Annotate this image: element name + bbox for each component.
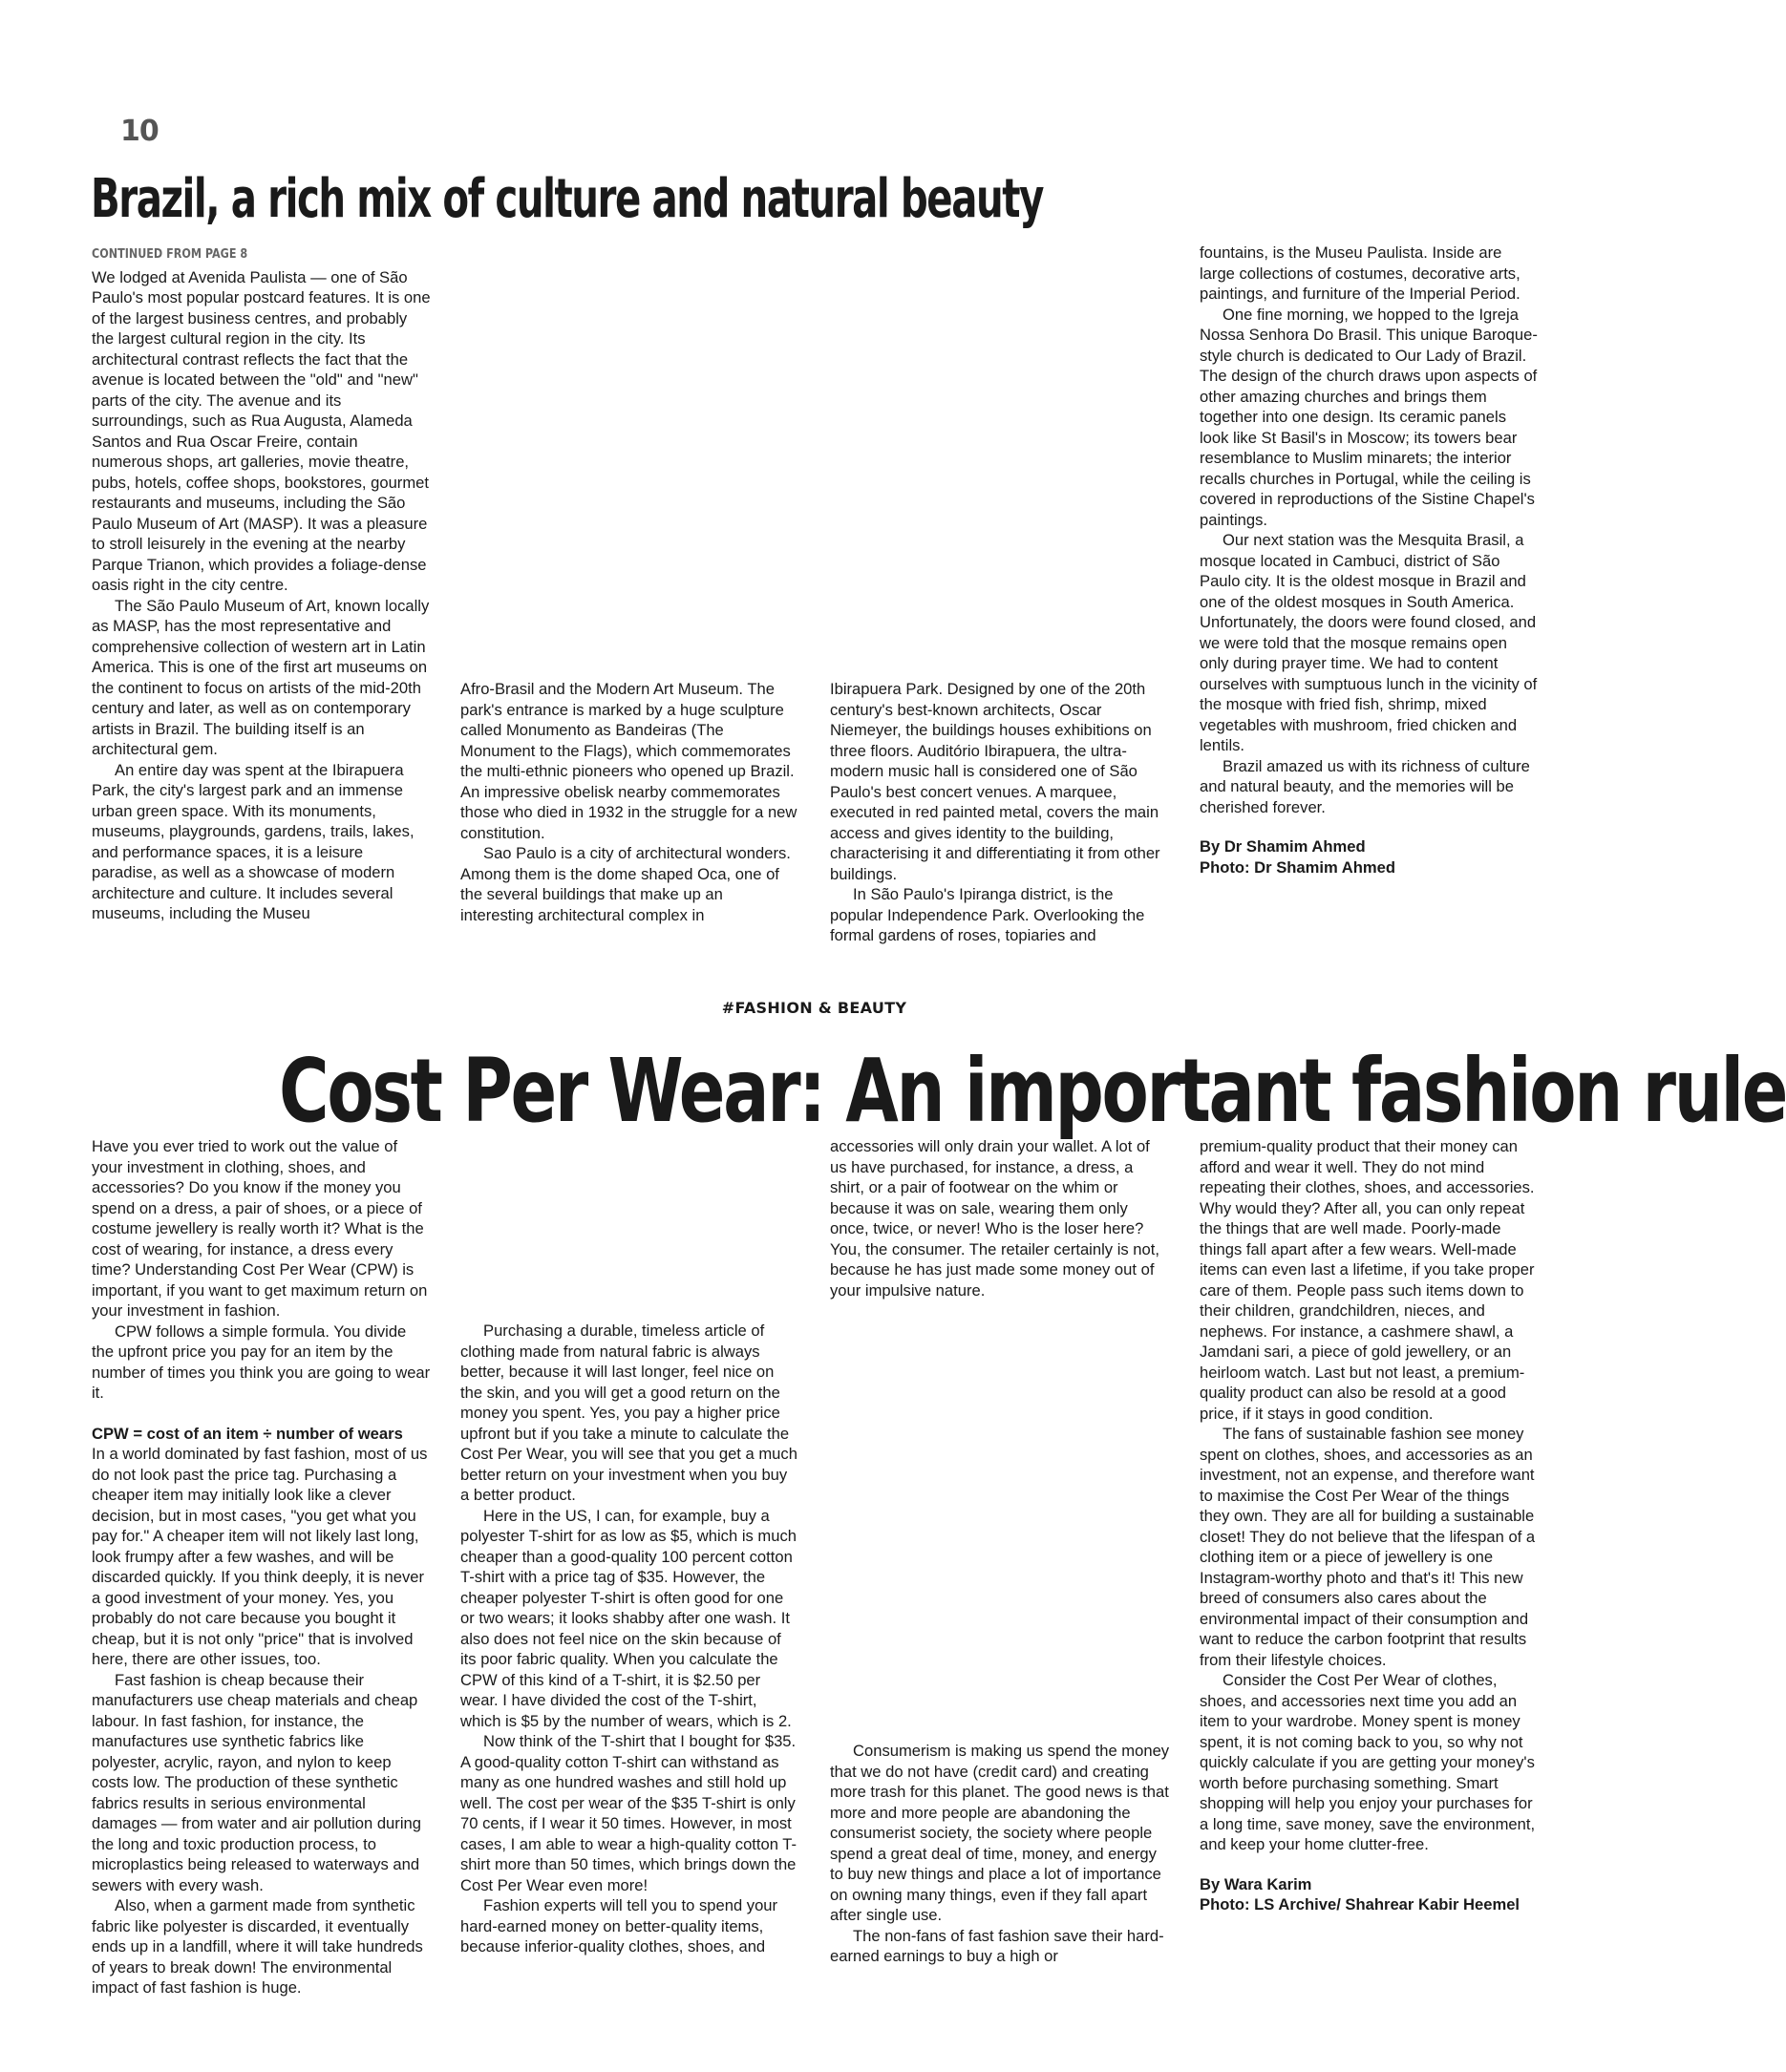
byline: By Dr Shamim Ahmed: [1200, 837, 1366, 856]
paragraph: In São Paulo's Ipiranga district, is the popular Independence Park. Overlooking the formal gardens of roses, topiaries and: [830, 885, 1145, 944]
paragraph: Have you ever tried to work out the value of your investment in clothing, shoes, and accessories? Do you know if the money you spend on a dress, a pair of shoes, or a piece of costume jewellery is really worth it? What is the cost of wearing, for instance, a dress every time? Understanding Cost Per Wear (CPW) is important, if you want to get maximum return on your investment in fashion.: [92, 1137, 428, 1320]
paragraph: The non-fans of fast fashion save their hard-earned earnings to buy a high or: [830, 1926, 1164, 1965]
formula-heading: CPW = cost of an item ÷ number of wears: [92, 1424, 403, 1443]
section-tag: #FASHION & BEAUTY: [721, 999, 907, 1017]
fashion-column-2: [460, 1321, 800, 1957]
paragraph: Afro-Brasil and the Modern Art Museum. The park's entrance is marked by a huge sculpture called Monumento as Bandeiras (The Monument to the Flags), which commemorates the multi-ethnic pioneers who opened up Brazil. An impressive obelisk nearby commemorates those who died in 1932 in the struggle for a new constitution.: [460, 680, 797, 842]
paragraph: Sao Paulo is a city of architectural wonders. Among them is the dome shaped Oca, one of the several buildings that make up an interesting architectural complex in: [460, 844, 791, 924]
paragraph: premium-quality product that their money can afford and wear it well. They do not mind repeating their clothes, shoes, and accessories. Why would they? After all, you can only repeat the things that are well made. Poorly-made things fall apart after a few wears. Well-made items can even last a lifetime, if you take proper care of them. People pass such items down to their children, grandchildren, nieces, and nephews. For instance, a cashmere shawl, a Jamdani sari, a piece of gold jewellery, or an heirloom watch. Last but not least, a premium-quality product can also be resold at a good price, if it stays in good condition.: [1200, 1137, 1535, 1423]
photo-credit: Photo: Dr Shamim Ahmed: [1200, 857, 1395, 877]
article-title-cost-per-wear: Cost Per Wear: An important fashion rule: [279, 1040, 1786, 1142]
paragraph: Our next station was the Mesquita Brasil, a mosque located in Cambuci, district of São Paulo city. It is the oldest mosque in Brazil and one of the oldest mosques in South America. Unfortunately, the doors were found closed, and we were told that the mosque remains open only during prayer time. We had to content ourselves with sumptuous lunch in the vicinity of the mosque with fried fish, shrimp, mixed vegetables with mushroom, fried chicken and lentils.: [1200, 531, 1538, 754]
byline: By Wara Karim: [1200, 1874, 1312, 1893]
brazil-column-1: [92, 244, 432, 924]
paragraph: One fine morning, we hopped to the Igreja Nossa Senhora Do Brasil. This unique Baroque-style church is dedicated to Our Lady of Brazil. The design of the church draws upon aspects of other amazing churches and brings them together into one design. Its ceramic panels look like St Basil's in Moscow; its towers bear resemblance to Muslim minarets; the interior recalls churches in Portugal, while the ceiling is covered in reproductions of the Sistine Chapel's paintings.: [1200, 305, 1538, 529]
brazil-column-2: [460, 679, 800, 925]
fashion-column-3-bottom: [830, 1741, 1170, 1967]
paragraph: An entire day was spent at the Ibirapuera Park, the city's largest park and an immense urban green space. With its monuments, museums, playgrounds, gardens, trails, lakes, and performance spaces, it is a leisure paradise, as well as a showcase of modern architecture and culture. It includes several museums, including the Museu: [92, 760, 415, 922]
photo-credit: Photo: LS Archive/ Shahrear Kabir Heemel: [1200, 1895, 1520, 1913]
paragraph: Now think of the T-shirt that I bought for $35. A good-quality cotton T-shirt can withstand as many as one hundred washes and still hold up well. The cost per wear of the $35 T-shirt is only 70 cents, if I wear it 50 times. However, in most cases, I am able to wear a high-quality cotton T-shirt more than 50 times, which brings down the Cost Per Wear even more!: [460, 1732, 797, 1894]
paragraph: The fans of sustainable fashion see money spent on clothes, shoes, and accessories as an investment, not an expense, and therefore want to maximise the Cost Per Wear of the things they own. They are all for building a sustainable closet! They do not believe that the lifespan of a clothing item or a piece of jewellery is one Instagram-worthy photo and that's it! This new breed of consumers also cares about the environmental impact of their consumption and want to reduce the carbon footprint that results from their lifestyle choices.: [1200, 1425, 1536, 1669]
article-title-brazil: Brazil, a rich mix of culture and natural beauty: [91, 168, 1043, 230]
continued-label: CONTINUED FROM PAGE 8: [92, 247, 248, 262]
paragraph: Consider the Cost Per Wear of clothes, shoes, and accessories next time you add an item to your wardrobe. Money spent is money spent, it is not coming back to you, so why not quickly calculate if you are getting your money's worth before purchasing something. Smart shopping will help you enjoy your purchases for a long time, save money, save the environment, and keep your home clutter-free.: [1200, 1671, 1536, 1853]
paragraph: Fast fashion is cheap because their manufacturers use cheap materials and cheap labour. In fast fashion, for instance, the manufactures use synthetic fabrics like polyester, acrylic, rayon, and nylon to keep costs low. The production of these synthetic fabrics results in serious environmental damages — from water and air pollution during the long and toxic production process, to microplastics being released to waterways and sewers with every wash.: [92, 1670, 421, 1894]
paragraph: Here in the US, I can, for example, buy a polyester T-shirt for as low as $5, which is much cheaper than a good-quality 100 percent cotton T-shirt with a price tag of $35. However, the cheaper polyester T-shirt is often good for one or two wears; it looks shabby after one wash. It also does not feel nice on the skin because of its poor fabric quality. When you calculate the CPW of this kind of a T-shirt, it is $2.50 per wear. I have divided the cost of the T-shirt, which is $5 by the number of wears, which is 2.: [460, 1506, 797, 1730]
fashion-column-3-top: [830, 1136, 1170, 1300]
paragraph: In a world dominated by fast fashion, most of us do not look past the price tag. Purchasing a cheaper item may initially look like a clever decision, but in most cases, "you get what you pay for." A cheaper item will not likely last long, look frumpy after a few washes, and will be discarded quickly. If you think deeply, it is never a good investment of your money. Yes, you probably do not care because you bought it cheap, but it is not only "price" that is involved here, there are other issues, too.: [92, 1445, 428, 1668]
paragraph: Brazil amazed us with its richness of culture and natural beauty, and the memories will be cherished forever.: [1200, 756, 1530, 816]
paragraph: accessories will only drain your wallet. A lot of us have purchased, for instance, a dress, a shirt, or a pair of footwear on the whim or because it was on sale, wearing them only once, twice, or never! Who is the loser here? You, the consumer. The retailer certainly is not, because he has just made some money out of your impulsive nature.: [830, 1137, 1159, 1300]
fashion-column-1: [92, 1136, 432, 1998]
paragraph: The São Paulo Museum of Art, known locally as MASP, has the most representative and comprehensive collection of western art in Latin America. This is one of the first art museums on the continent to focus on artists of the mid-20th century and later, as well as on contemporary artists in Brazil. The building itself is an architectural gem.: [92, 596, 430, 758]
paragraph: Ibirapuera Park. Designed by one of the 20th century's best-known architects, Oscar Niemeyer, the buildings houses exhibitions on three floors. Auditório Ibirapuera, the ultra-modern music hall is considered one of São Paulo's best concert venues. A marquee, executed in red painted metal, covers the main access and gives identity to the building, characterising it and differentiating it from other buildings.: [830, 680, 1160, 883]
paragraph: Fashion experts will tell you to spend your hard-earned money on better-quality items, because inferior-quality clothes, shoes, and: [460, 1896, 778, 1956]
brazil-column-4: [1200, 243, 1540, 877]
brazil-column-3: [830, 679, 1170, 946]
paragraph: CPW follows a simple formula. You divide the upfront price you pay for an item by the number of times you think you are going to wear it.: [92, 1321, 431, 1402]
page-number: 10: [120, 115, 159, 148]
paragraph: We lodged at Avenida Paulista — one of São Paulo's most popular postcard features. It is one of the largest business centres, and probably the largest cultural region in the city. Its architectural contrast reflects the fact that the avenue is located between the "old" and "new" parts of the city. The avenue and its surroundings, such as Rua Augusta, Alameda Santos and Rua Oscar Freire, contain numerous shops, art galleries, movie theatre, pubs, hotels, coffee shops, bookstores, gourmet restaurants and museums, including the São Paulo Museum of Art (MASP). It was a pleasure to stroll leisurely in the evening at the nearby Parque Trianon, which provides a foliage-dense oasis right in the city centre.: [92, 267, 431, 594]
fashion-column-4: [1200, 1136, 1540, 1915]
paragraph: fountains, is the Museu Paulista. Inside are large collections of costumes, decorative arts, paintings, and furniture of the Imperial Period.: [1200, 243, 1520, 303]
paragraph: Consumerism is making us spend the money that we do not have (credit card) and creating more trash for this planet. The good news is that more and more people are abandoning the consumerist society, the society where people spend a great deal of time, money, and energy to buy new things and place a lot of importance on owning many things, even if they fall apart after single use.: [830, 1742, 1170, 1924]
paragraph: Purchasing a durable, timeless article of clothing made from natural fabric is always better, because it will last longer, feel nice on the skin, and you will get a good return on the money you spent. Yes, you pay a higher price upfront but if you take a minute to calculate the Cost Per Wear, you will see that you get a much better return on your investment when you buy a better product.: [460, 1321, 797, 1504]
paragraph: Also, when a garment made from synthetic fabric like polyester is discarded, it eventually ends up in a landfill, where it will take hundreds of years to break down! The environmental impact of fast fashion is huge.: [92, 1896, 423, 1997]
